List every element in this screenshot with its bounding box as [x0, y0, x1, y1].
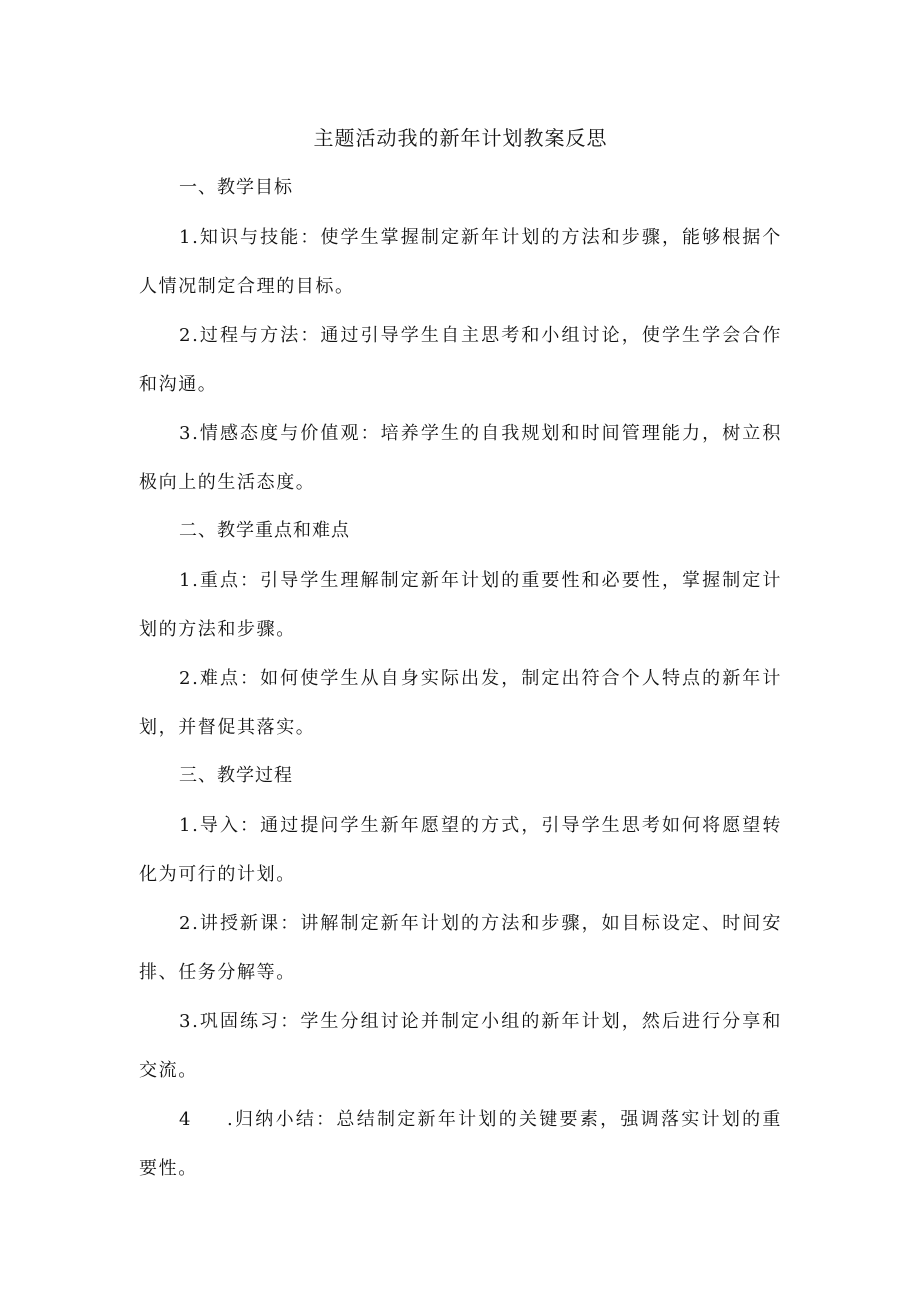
objective-item-1	[139, 213, 782, 311]
key-point-item-2	[139, 654, 782, 752]
item-text: .归纳小结：总结制定新年计划的关键要素，强调落实计划的重要性。	[139, 1109, 782, 1179]
objective-item-2	[139, 311, 782, 409]
process-item-1	[139, 801, 782, 899]
item-number: 3	[179, 423, 193, 444]
item-number: 2	[179, 325, 193, 346]
item-text: .讲授新课：讲解制定新年计划的方法和步骤，如目标设定、时间安排、任务分解等。	[139, 913, 782, 983]
item-number: 1	[179, 227, 193, 248]
process-item-2	[139, 899, 782, 997]
item-text: .情感态度与价值观：培养学生的自我规划和时间管理能力，树立积极向上的生活态度。	[139, 423, 782, 493]
item-text: .知识与技能：使学生掌握制定新年计划的方法和步骤，能够根据个人情况制定合理的目标。	[139, 227, 782, 297]
process-item-4	[139, 1095, 782, 1193]
document-body	[139, 120, 782, 1199]
section-heading-process: 三、教学过程	[179, 765, 293, 786]
process-item-3	[139, 997, 782, 1095]
section-heading-key-points: 二、教学重点和难点	[179, 520, 350, 541]
key-point-item-1	[139, 556, 782, 654]
item-number: 2	[179, 913, 193, 934]
item-text: .难点：如何使学生从自身实际出发，制定出符合个人特点的新年计划，并督促其落实。	[139, 668, 782, 738]
section-heading-objectives: 一、教学目标	[179, 177, 293, 198]
item-number: 3	[179, 1011, 193, 1032]
item-number: 2	[179, 668, 193, 689]
item-text: .巩固练习：学生分组讨论并制定小组的新年计划，然后进行分享和交流。	[139, 1011, 782, 1081]
item-number: 4	[179, 1109, 193, 1130]
item-text: .导入：通过提问学生新年愿望的方式，引导学生思考如何将愿望转化为可行的计划。	[139, 815, 782, 885]
item-number: 1	[179, 815, 193, 836]
document-title: 主题活动我的新年计划教案反思	[313, 126, 608, 150]
item-text: .过程与方法：通过引导学生自主思考和小组讨论，使学生学会合作和沟通。	[139, 325, 782, 395]
item-text: .重点：引导学生理解制定新年计划的重要性和必要性，掌握制定计划的方法和步骤。	[139, 570, 782, 640]
objective-item-3	[139, 409, 782, 507]
item-number: 1	[179, 570, 193, 591]
